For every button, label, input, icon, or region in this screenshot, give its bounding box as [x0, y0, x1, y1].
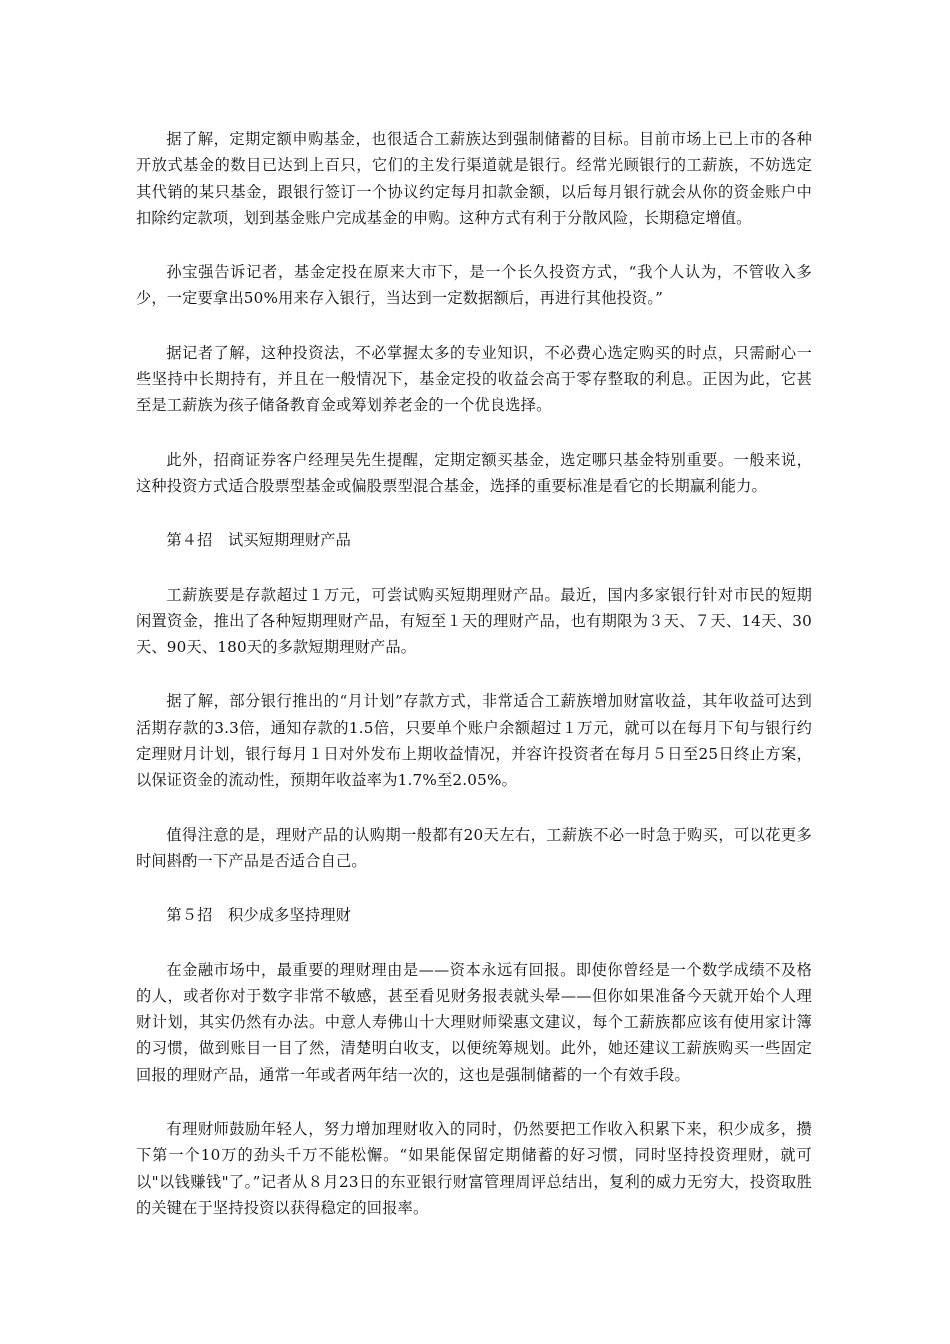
paragraph-gap	[136, 554, 812, 582]
paragraph-monthly-plan: 据了解，部分银行推出的“月计划”存款方式，非常适合工薪族增加财富收益，其年收益可达到活期存款的3.3倍，通知存款的1.5倍，只要单个账户余额超过１万元，就可以在每月下旬与银行约定理财月计划，银行每月１日对外发布上期收益情况，并容许投资者在每月５日至25日终止方案，以保证资金的流动性，预期年收益率为1.7%至2.05%。	[136, 692, 812, 790]
paragraph-gap	[136, 794, 812, 822]
paragraph-subscription-period: 值得注意的是，理财产品的认购期一般都有20天左右，工薪族不必一时急于购买，可以花更多时间斟酌一下产品是否适合自己。	[136, 825, 812, 870]
paragraph-financial-market: 在金融市场中，最重要的理财理由是——资本永远有回报。即使你曾经是一个数学成绩不及格的人，或者你对于数字非常不敏感，甚至看见财务报表就头晕——但你如果准备今天就开始个人理财计划，其实仍然有办法。中意人寿佛山十大理财师梁惠文建议，每个工薪族都应该有使用家计簿的习惯，做到账目一目了然，清楚明白收支，以便统筹规划。此外，她还建议工薪族购买一些固定回报的理财产品，通常一年或者两年结一次的，这也是强制储蓄的一个有效手段。	[136, 960, 812, 1084]
paragraph-gap	[136, 312, 812, 340]
document-page	[136, 126, 812, 1221]
paragraph-gap	[136, 499, 812, 527]
paragraph-investment-method: 据记者了解，这种投资法，不必掌握太多的专业知识，不必费心选定购买的时点，只需耐心一些坚持中长期持有，并且在一般情况下，基金定投的收益会高于零存整取的利息。正因为此，它甚至是工薪族为孩子储备教育金或筹划养老金的一个优良选择。	[136, 343, 812, 415]
paragraph-fund-fixed-investment: 据了解，定期定额申购基金，也很适合工薪族达到强制储蓄的目标。目前市场上已上市的各种开放式基金的数目已达到上百只，它们的主发行渠道就是银行。经常光顾银行的工薪族，不妨选定其代销的某只基金，跟银行签订一个协议约定每月扣款金额，以后每月银行就会从你的资金账户中扣除约定款项，划到基金账户完成基金的申购。这种方式有利于分散风险，长期稳定增值。	[136, 130, 812, 227]
paragraph-sun-baoqiang-quote: 孙宝强告诉记者，基金定投在原来大市下，是一个长久投资方式，“我个人认为，不管收入多少，一定要拿出50%用来存入银行，当达到一定数据额后，再进行其他投资。”	[136, 263, 812, 308]
paragraph-gap	[136, 419, 812, 447]
paragraph-gap	[136, 874, 812, 902]
section-heading-tip-5: 第５招 积少成多坚持理财	[166, 906, 352, 925]
paragraph-gap	[136, 929, 812, 957]
paragraph-gap	[136, 231, 812, 259]
paragraph-short-term-products: 工薪族要是存款超过１万元，可尝试购买短期理财产品。最近，国内多家银行针对市民的短期闲置资金，推出了各种短期理财产品，有短至１天的理财产品，也有期限为３天、７天、14天、30天、90天、180天的多款短期理财产品。	[136, 585, 812, 657]
paragraph-fund-selection: 此外，招商证券客户经理吴先生提醒，定期定额买基金，选定哪只基金特别重要。一般来说，这种投资方式适合股票型基金或偏股票型混合基金，选择的重要标准是看它的长期赢利能力。	[136, 450, 812, 495]
paragraph-gap	[136, 660, 812, 688]
paragraph-gap	[136, 1088, 812, 1116]
section-heading-tip-4: 第４招 试买短期理财产品	[166, 531, 352, 550]
paragraph-young-people-savings: 有理财师鼓励年轻人，努力增加理财收入的同时，仍然要把工作收入积累下来，积少成多，攒下第一个10万的劲头千万不能松懈。“如果能保留定期储蓄的好习惯，同时坚持投资理财，就可以"以钱赚钱"了。”记者从８月23日的东亚银行财富管理周评总结出，复利的威力无穷大，投资取胜的关键在于坚持投资以获得稳定的回报率。	[136, 1120, 812, 1217]
